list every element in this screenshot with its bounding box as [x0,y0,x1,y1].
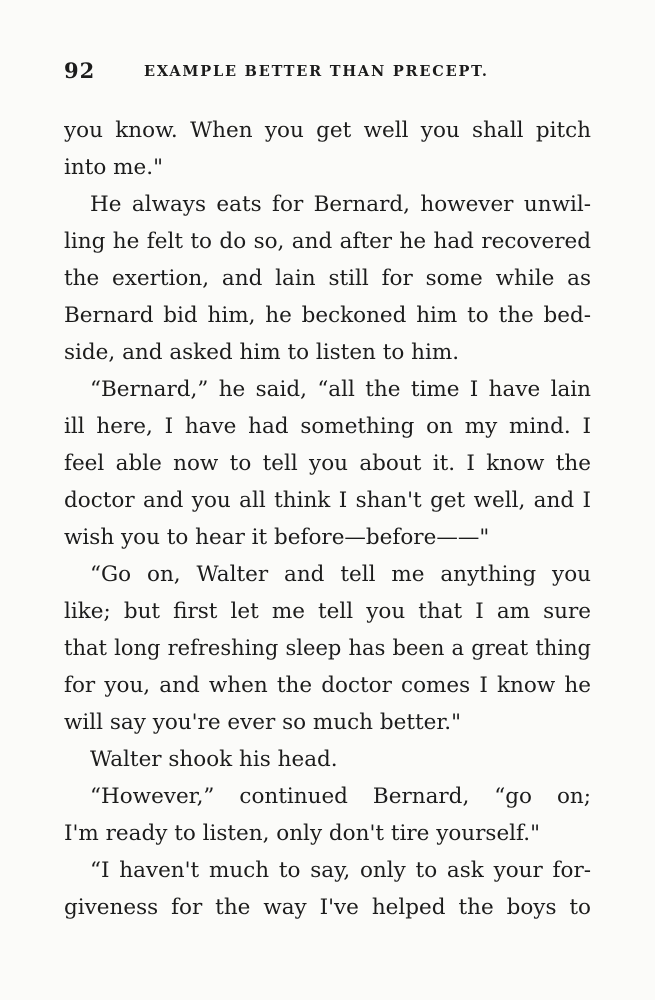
text-line: wish you to hear it before—before——" [64,525,490,550]
text-line: you know. When you get well you shall pitch [64,118,591,143]
text-line: He always eats for Bernard, however unwil- [90,192,591,217]
text-line: “However,” continued Bernard, “go on; [90,784,591,809]
text-line: “Bernard,” he said, “all the time I have lain [90,377,591,402]
text-line: side, and asked him to listen to him. [64,340,460,365]
text-line: that long refreshing sleep has been a great thing [64,636,591,660]
text-line: the exertion, and lain still for some while as [64,266,591,291]
text-line: for you, and when the doctor comes I know he [64,673,591,698]
text-line: like; but first let me tell you that I am sure [64,599,591,624]
text-line: into me." [64,155,163,180]
text-line: Walter shook his head. [90,747,338,772]
text-line: feel able now to tell you about it. I know the [64,451,591,476]
text-line: “I haven't much to say, only to ask your for- [90,858,591,883]
text-line: doctor and you all think I shan't get well, and I [64,488,591,513]
text-line: Bernard bid him, he beckoned him to the bed- [64,303,591,328]
text-line: giveness for the way I've helped the boys to [64,895,591,920]
body-text [64,112,591,926]
page-number: 92 [64,58,96,83]
text-line: I'm ready to listen, only don't tire yourself." [64,821,540,846]
running-title: EXAMPLE BETTER THAN PRECEPT. [144,63,489,80]
page-header [64,58,591,86]
text-line: will say you're ever so much better." [64,710,461,735]
text-line: “Go on, Walter and tell me anything you [90,562,591,587]
text-line: ling he felt to do so, and after he had recovered [64,229,591,254]
text-line: ill here, I have had something on my mind. I [64,414,591,439]
